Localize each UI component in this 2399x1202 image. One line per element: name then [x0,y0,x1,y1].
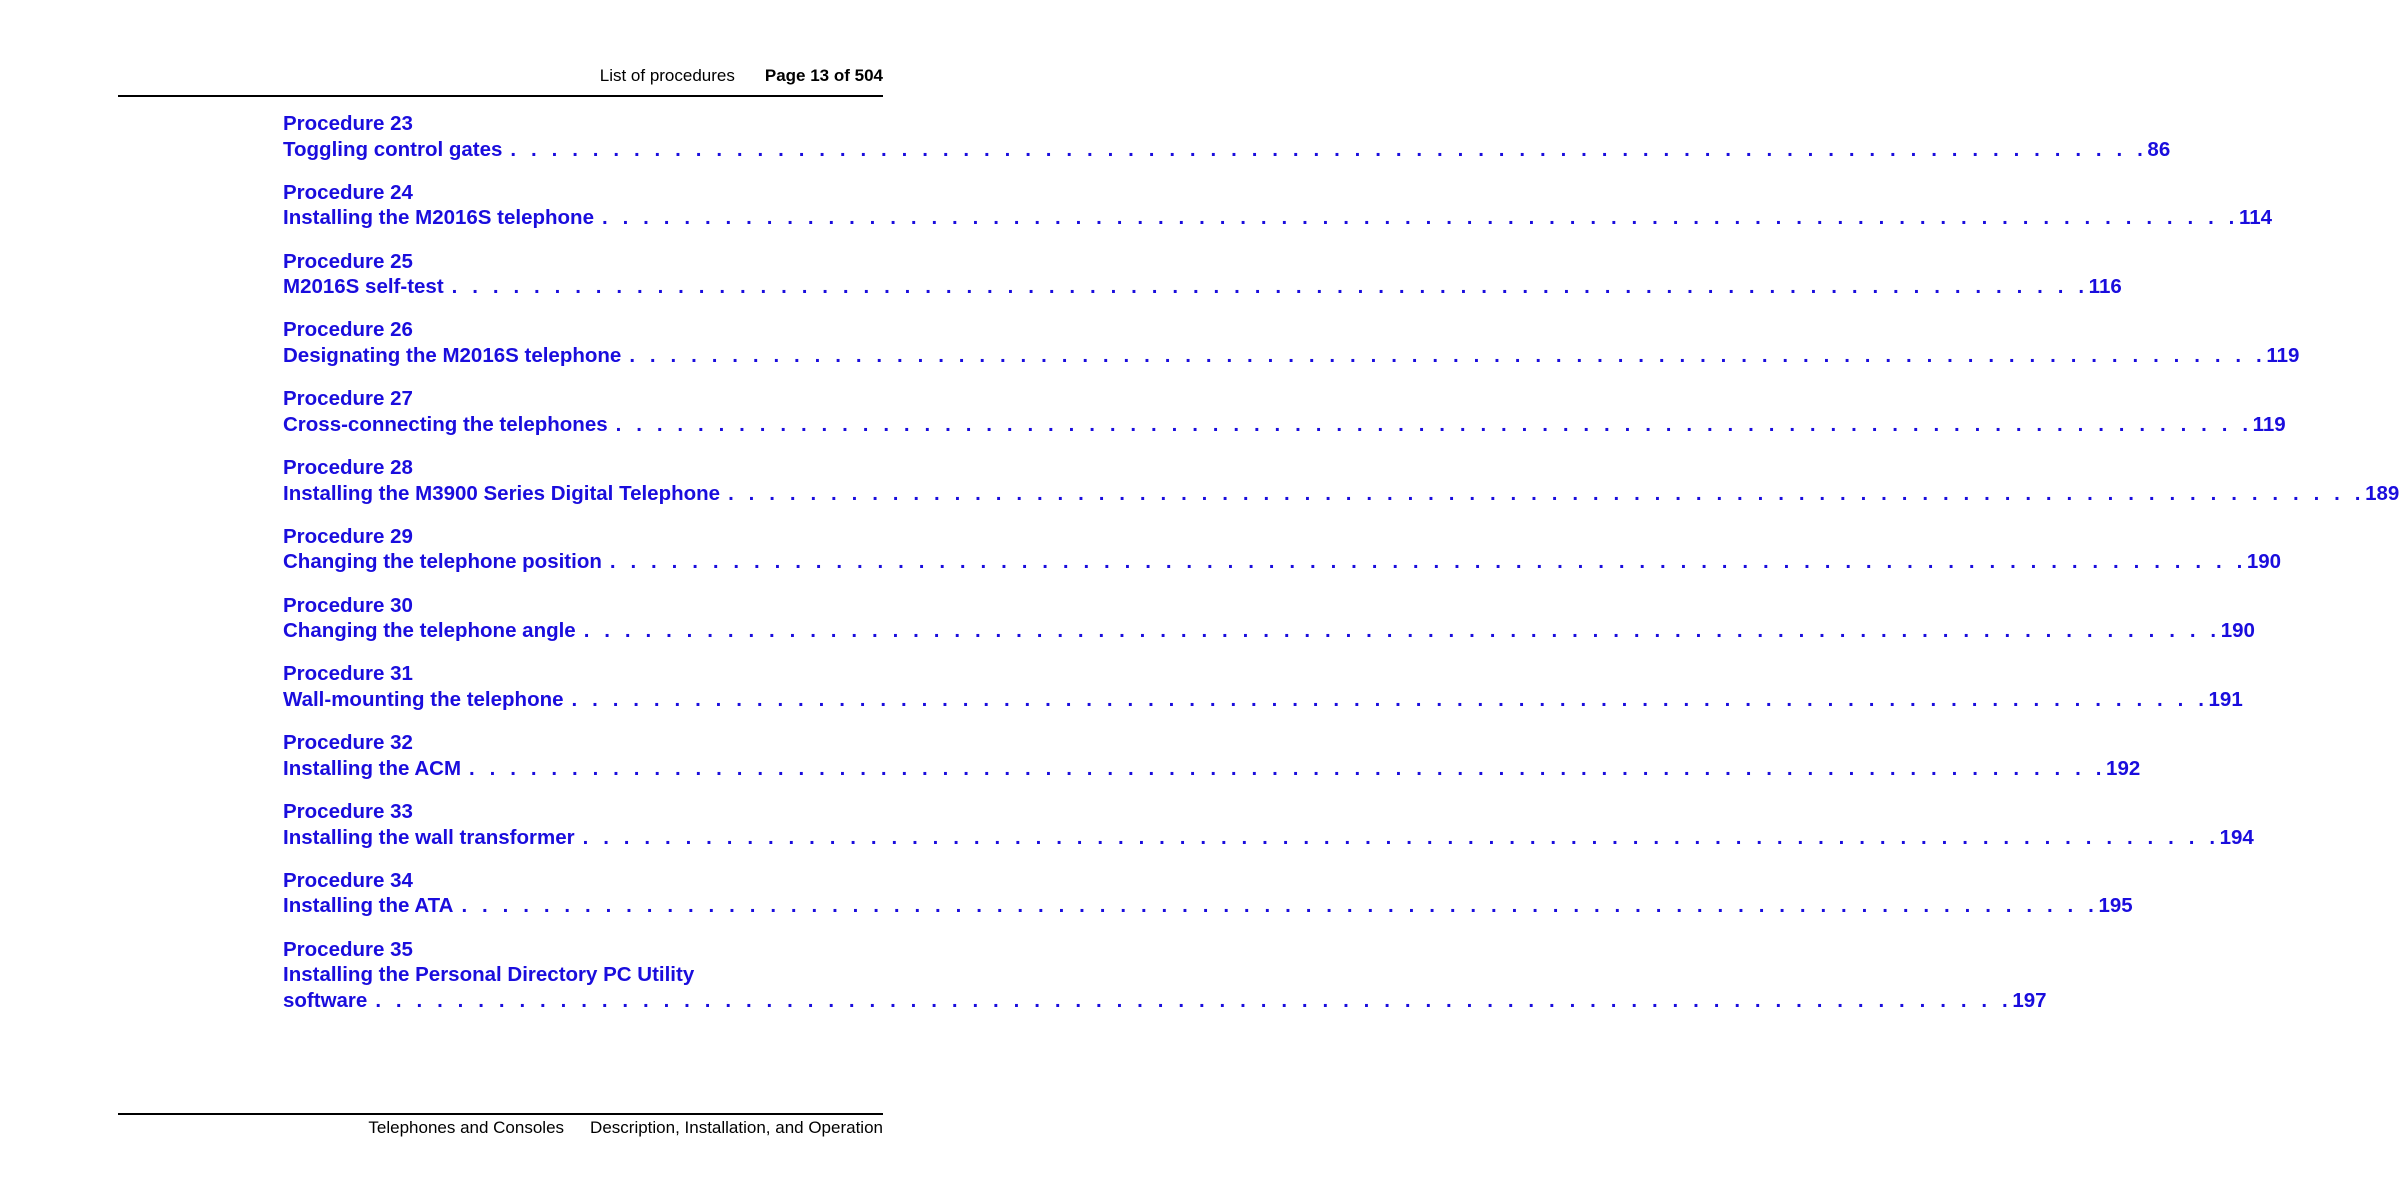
dot-leader: . . . . . . . . . . . . . . . . . . . . . . . . . . . . . . . . . . . . . . . . . . . . . . . . . . . . . . . . . . . . . . . . . . . . . . . . . . . . . . . . [728,481,2366,505]
procedure-page-number: 119 [2266,344,2300,368]
dot-leader: . . . . . . . . . . . . . . . . . . . . . . . . . . . . . . . . . . . . . . . . . . . . . . . . . . . . . . . . . . . . . . . . . . . . . . . . . . . . . . . . [615,412,2253,436]
procedure-entry[interactable] [283,730,2141,799]
dot-leader: . . . . . . . . . . . . . . . . . . . . . . . . . . . . . . . . . . . . . . . . . . . . . . . . . . . . . . . . . . . . . . . . . . . . . . . . . . . . . . . . [451,275,2089,299]
procedure-title: Installing the wall transformer [283,825,575,849]
procedure-page-number: 190 [2246,550,2282,574]
section-title: List of procedures [599,66,735,85]
procedure-title: software [283,988,368,1012]
procedure-title-link[interactable] [283,618,2255,644]
dot-leader: . . . . . . . . . . . . . . . . . . . . . . . . . . . . . . . . . . . . . . . . . . . . . . . . . . . . . . . . . . . . . . . . . . . . . . . . . . . . . . . . [582,825,2220,849]
dot-leader: . . . . . . . . . . . . . . . . . . . . . . . . . . . . . . . . . . . . . . . . . . . . . . . . . . . . . . . . . . . . . . . . . . . . . . . . . . . . . . . . [469,756,2107,780]
procedure-title-link[interactable] [283,687,2243,713]
procedure-entry[interactable] [283,317,2300,386]
dot-leader: . . . . . . . . . . . . . . . . . . . . . . . . . . . . . . . . . . . . . . . . . . . . . . . . . . . . . . . . . . . . . . . . . . . . . . . . . . . . . . . . [510,137,2148,161]
procedure-number-link[interactable]: Procedure 24 [283,180,413,204]
procedure-list [283,111,2399,1031]
procedure-page-number: 189 [2365,481,2399,505]
procedure-title-link[interactable] [283,825,2254,851]
procedure-page-number: 116 [2088,275,2122,299]
procedure-page-number: 190 [2220,619,2255,643]
procedure-page-number: 119 [2252,412,2286,436]
procedure-entry[interactable] [283,799,2254,868]
procedure-entry[interactable] [283,249,2122,318]
procedure-entry[interactable] [283,937,2047,1032]
procedure-number-link[interactable]: Procedure 23 [283,112,413,135]
procedure-title-link[interactable] [283,343,2300,369]
dot-leader: . . . . . . . . . . . . . . . . . . . . . . . . . . . . . . . . . . . . . . . . . . . . . . . . . . . . . . . . . . . . . . . . . . . . . . . . . . . . . . . . [601,206,2239,230]
procedure-page-number: 114 [2238,206,2273,230]
page-number: Page 13 of 504 [764,66,883,85]
procedure-title: Designating the M2016S telephone [283,344,622,368]
procedure-entry[interactable] [283,180,2273,249]
dot-leader: . . . . . . . . . . . . . . . . . . . . . . . . . . . . . . . . . . . . . . . . . . . . . . . . . . . . . . . . . . . . . . . . . . . . . . . . . . . . . . . . [629,344,2267,368]
procedure-title-link[interactable] [283,893,2133,919]
procedure-title: Changing the telephone angle [283,619,576,643]
procedure-title-link[interactable] [283,137,2171,163]
procedure-number-link[interactable]: Procedure 32 [283,731,413,755]
procedure-title: Cross-connecting the telephones [283,412,608,436]
procedure-page-number: 197 [2012,988,2047,1012]
procedure-title-link[interactable] [283,412,2286,438]
procedure-title-link[interactable]: Installing the Personal Directory PC Utility [283,963,695,987]
procedure-title-link[interactable] [283,756,2141,782]
footer-book-title: Telephones and Consoles [368,1118,565,1137]
procedure-number-link[interactable]: Procedure 26 [283,318,413,342]
procedure-entry[interactable] [283,593,2255,662]
procedure-entry[interactable] [283,455,2399,524]
procedure-page-number: 194 [2219,825,2254,849]
procedure-title: Wall-mounting the telephone [283,688,564,712]
procedure-title-link[interactable] [283,274,2122,300]
dot-leader: . . . . . . . . . . . . . . . . . . . . . . . . . . . . . . . . . . . . . . . . . . . . . . . . . . . . . . . . . . . . . . . . . . . . . . . . . . . . . . . . [583,619,2221,643]
procedure-entry[interactable] [283,111,2171,180]
procedure-title: Installing the ACM [283,756,462,780]
procedure-number-link[interactable]: Procedure 34 [283,868,413,892]
dot-leader: . . . . . . . . . . . . . . . . . . . . . . . . . . . . . . . . . . . . . . . . . . . . . . . . . . . . . . . . . . . . . . . . . . . . . . . . . . . . . . . . [609,550,2247,574]
procedure-page-number: 191 [2208,688,2243,712]
dot-leader: . . . . . . . . . . . . . . . . . . . . . . . . . . . . . . . . . . . . . . . . . . . . . . . . . . . . . . . . . . . . . . . . . . . . . . . . . . . . . . . . [375,988,2013,1012]
page-footer [368,1118,883,1138]
footer-rule [118,1113,883,1115]
procedure-title: Installing the M2016S telephone [283,206,594,230]
procedure-title-link[interactable] [283,205,2273,231]
procedure-page-number: 195 [2098,894,2133,918]
page-header [600,66,883,86]
procedure-entry[interactable] [283,386,2286,455]
procedure-title: Toggling control gates [283,137,503,161]
dot-leader: . . . . . . . . . . . . . . . . . . . . . . . . . . . . . . . . . . . . . . . . . . . . . . . . . . . . . . . . . . . . . . . . . . . . . . . . . . . . . . . . [461,894,2099,918]
procedure-number-link[interactable]: Procedure 29 [283,524,413,548]
procedure-entry[interactable] [283,524,2282,593]
procedure-title-link[interactable] [283,988,2047,1014]
procedure-number-link[interactable]: Procedure 27 [283,387,413,411]
procedure-number-link[interactable]: Procedure 30 [283,593,413,617]
procedure-entry[interactable] [283,868,2133,937]
procedure-title: Installing the ATA [283,894,454,918]
dot-leader: . . . . . . . . . . . . . . . . . . . . . . . . . . . . . . . . . . . . . . . . . . . . . . . . . . . . . . . . . . . . . . . . . . . . . . . . . . . . . . . . [571,688,2209,712]
procedure-number-link[interactable]: Procedure 33 [283,799,413,823]
procedure-title: Changing the telephone position [283,550,602,574]
procedure-number-link[interactable]: Procedure 25 [283,249,413,273]
footer-doc-type: Description, Installation, and Operation [590,1118,883,1137]
procedure-page-number: 192 [2106,756,2141,780]
procedure-title-link[interactable] [283,549,2282,575]
procedure-entry[interactable] [283,661,2243,730]
procedure-number-link[interactable]: Procedure 28 [283,455,413,479]
header-rule [118,95,883,97]
procedure-title: M2016S self-test [283,275,444,299]
procedure-number-link[interactable]: Procedure 31 [283,662,413,686]
procedure-number-link[interactable]: Procedure 35 [283,937,413,961]
procedure-title-link[interactable] [283,481,2399,507]
procedure-page-number: 86 [2147,137,2171,161]
procedure-title: Installing the M3900 Series Digital Telephone [283,481,721,505]
